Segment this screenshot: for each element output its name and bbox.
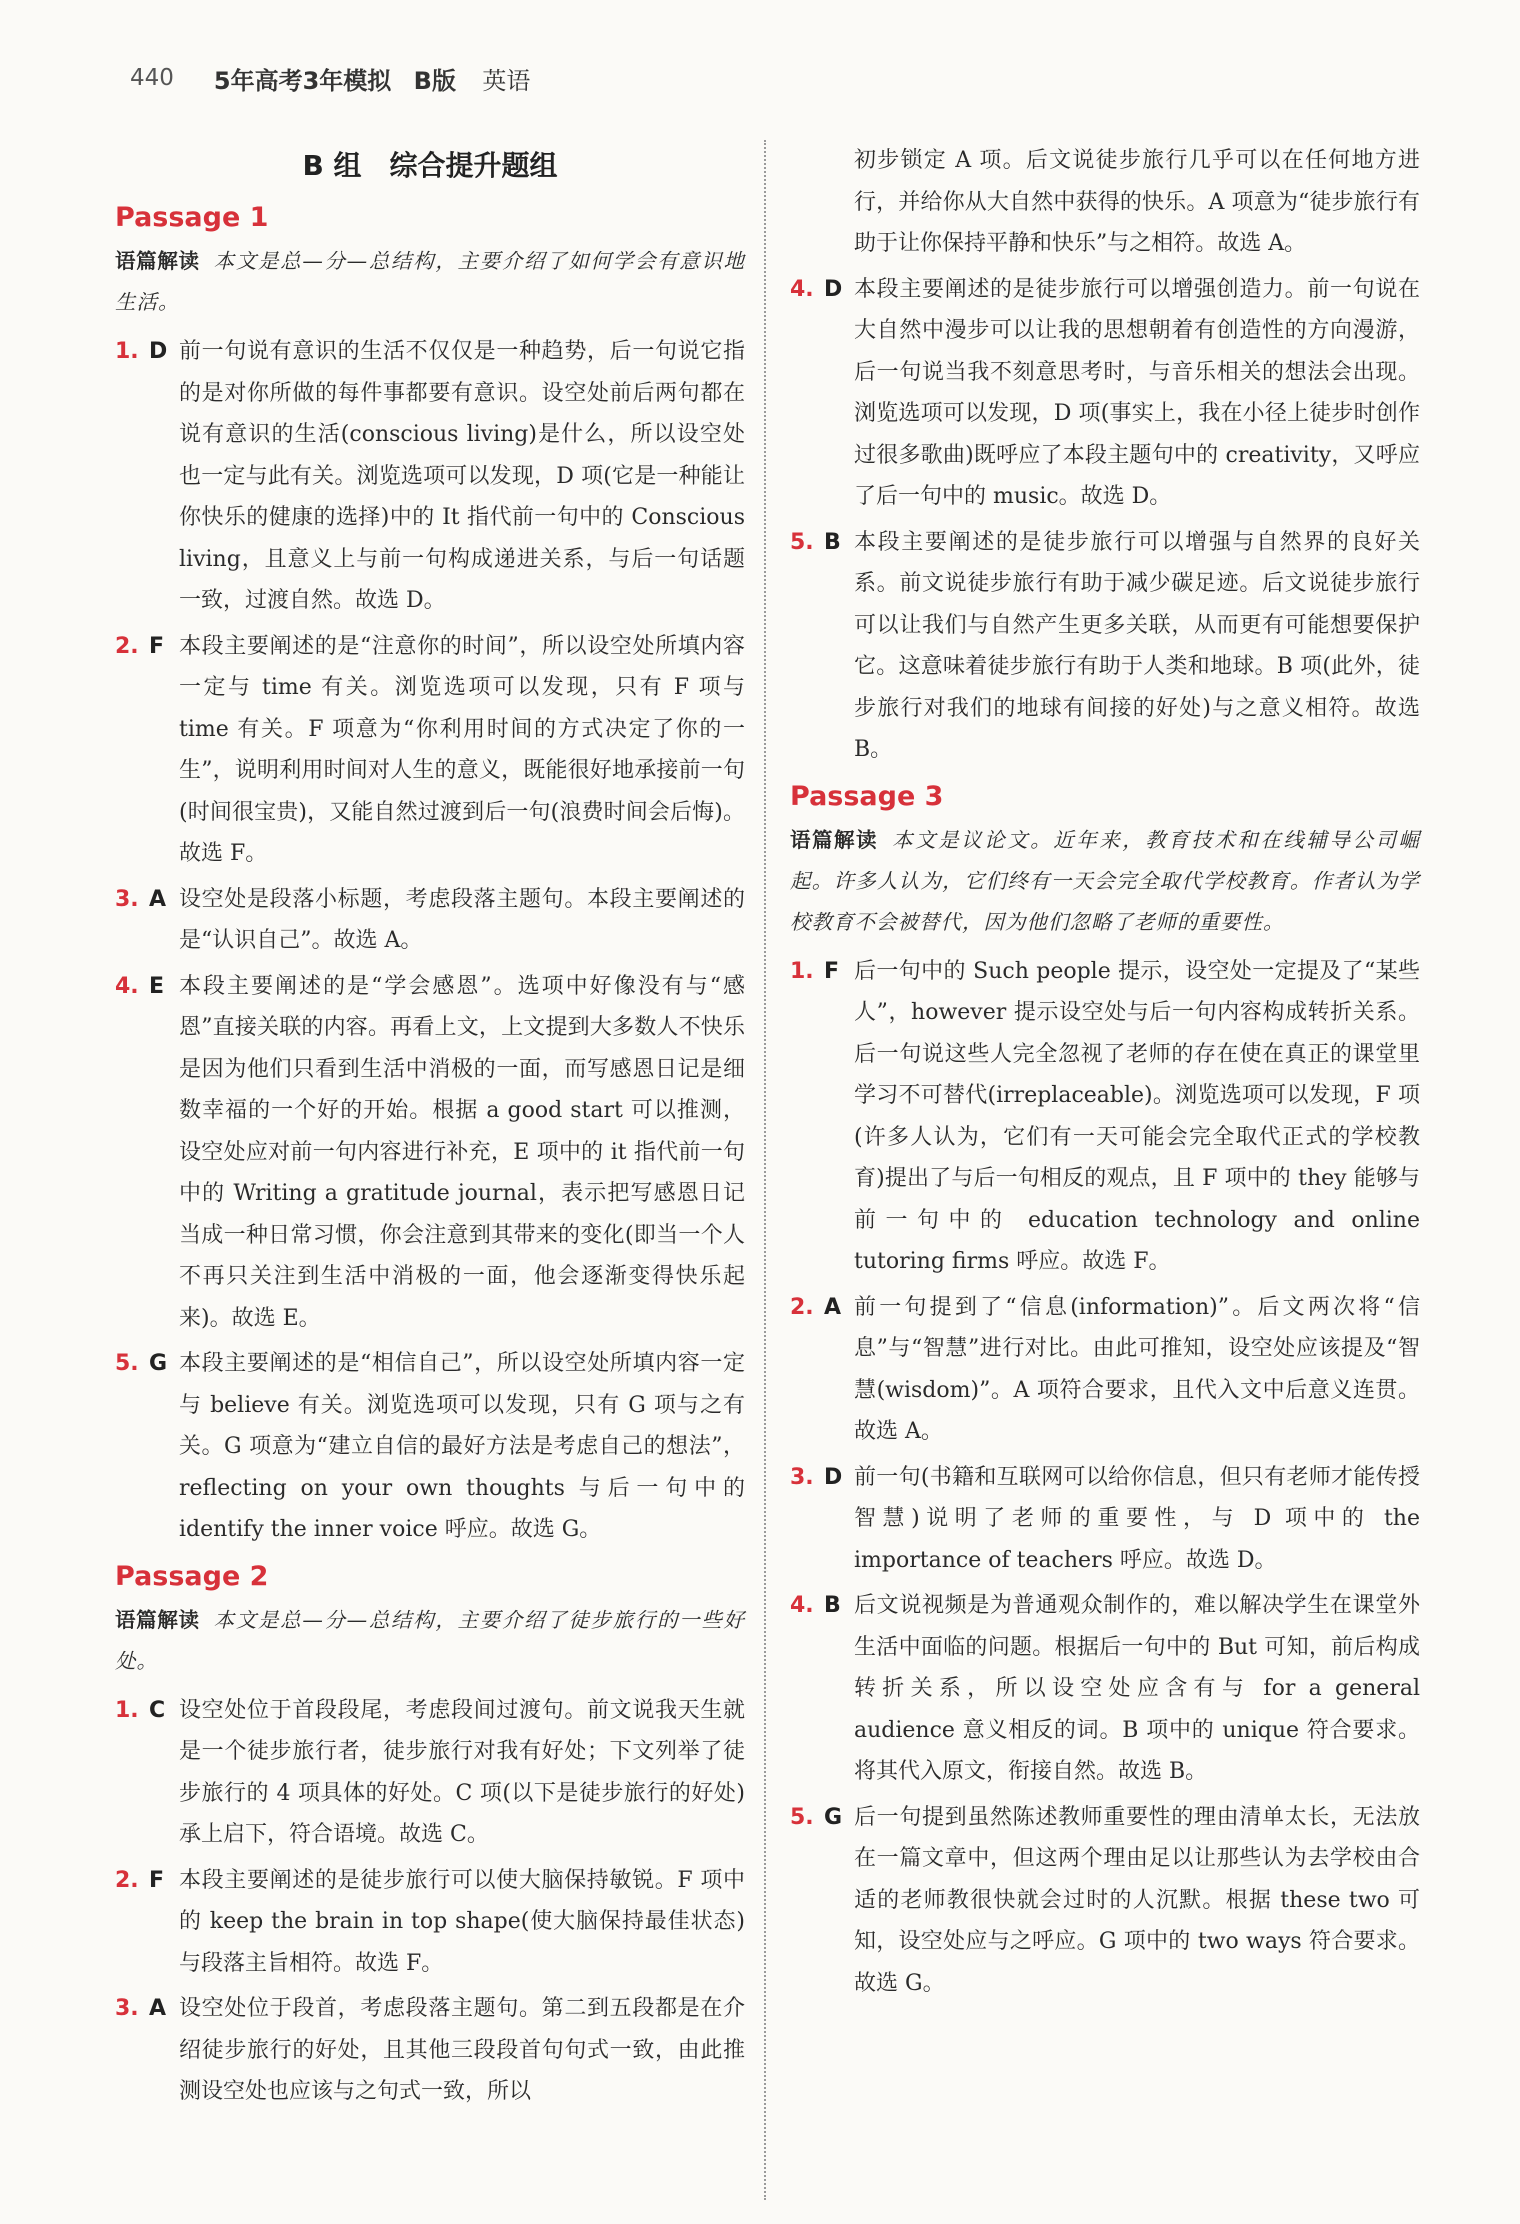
item-explanation: 设空处位于段首，考虑段落主题句。第二到五段都是在介绍徒步旅行的好处，且其他三段段首句句式一致，由此推测设空处也应该与之句式一致，所以: [179, 1996, 745, 2104]
item-answer: E: [149, 973, 165, 999]
item-answer: C: [149, 1697, 166, 1723]
item-explanation: 前一句(书籍和互联网可以给你信息，但只有老师才能传授智慧)说明了老师的重要性，与 D 项中的 the importance of teachers 呼应。故选 D。: [854, 1464, 1420, 1573]
item-number: 3.: [790, 1464, 814, 1490]
item-number: 1.: [115, 1697, 139, 1723]
item-explanation: 设空处位于首段段尾，考虑段间过渡句。前文说我天生就是一个徒步旅行者，徒步旅行对我有好处；下文列举了徒步旅行的 4 项具体的好处。C 项(以下是徒步旅行的好处)承上启下，符合语境。故选 C。: [179, 1697, 745, 1847]
answer-item: [790, 1457, 1420, 1582]
intro-text: 本文是总—分—总结构，主要介绍了徒步旅行的一些好处。: [115, 1607, 746, 1673]
item-number: 2.: [115, 633, 139, 659]
item-explanation: 本段主要阐述的是徒步旅行可以增强创造力。前一句说在大自然中漫步可以让我的思想朝着有创造性的方向漫游，后一句说当我不刻意思考时，与音乐相关的想法会出现。浏览选项可以发现，D 项(事实上，我在小径上徒步时创作过很多歌曲)既呼应了本段主题句中的 creativity，又呼应了后一句中的 music。故选 D。: [854, 276, 1420, 509]
item-answer: F: [824, 958, 840, 984]
subject-label: 英语: [482, 66, 531, 95]
passage-title: Passage 1: [115, 202, 269, 233]
passage-intro: [115, 241, 745, 323]
answer-item: [790, 522, 1420, 771]
item-number: 5.: [790, 1804, 814, 1830]
answer-item: [115, 966, 745, 1340]
item-number: 2.: [790, 1294, 814, 1320]
item-explanation: 本段主要阐述的是徒步旅行可以增强与自然界的良好关系。前文说徒步旅行有助于减少碳足迹。后文说徒步旅行可以让我们与自然产生更多关联，从而更有可能想要保护它。这意味着徒步旅行有助于人类和地球。B 项(此外，徒步旅行对我们的地球有间接的好处)与之意义相符。故选 B。: [854, 529, 1420, 762]
item-answer: B: [824, 529, 841, 555]
answer-item: [790, 1585, 1420, 1793]
passage-title: Passage 3: [790, 780, 944, 812]
item-answer: A: [824, 1294, 842, 1320]
item-number: 5.: [115, 1351, 139, 1376]
item-explanation: 后一句提到虽然陈述教师重要性的理由清单太长，无法放在一篇文章中，但这两个理由足以让那些认为去学校由合适的老师教很快就会过时的人沉默。根据 these two 可知，设空处应与之呼应。G 项中的 two ways 符合要求。故选 G。: [854, 1804, 1420, 1996]
item-number: 3.: [115, 1996, 139, 2021]
item-answer: F: [149, 633, 165, 659]
item-number: 2.: [115, 1867, 139, 1893]
item-answer: A: [149, 886, 167, 912]
answer-item: [115, 331, 745, 622]
item-number: 1.: [790, 958, 814, 984]
book-title: 5年高考3年模拟: [213, 66, 392, 95]
item-explanation: 设空处是段落小标题，考虑段落主题句。本段主要阐述的是“认识自己”。故选 A。: [179, 886, 745, 953]
intro-label: 语篇解读: [115, 249, 200, 273]
item-explanation: 前一句说有意识的生活不仅仅是一种趋势，后一句说它指的是对你所做的每件事都要有意识。设空处前后两句都在说有意识的生活(conscious living)是什么，所以设空处也一定与此有关。浏览选项可以发现，D 项(它是一种能让你快乐的健康的选择)中的 It 指代前一句中的 Conscious living，且意义上与前一句构成递进关系，与后一句话题一致，过渡自然。故选 D。: [179, 339, 745, 613]
answer-item: [790, 1287, 1420, 1453]
right-column: [790, 140, 1420, 2008]
passage-intro: [790, 820, 1420, 943]
item-answer: D: [824, 1464, 843, 1490]
item-explanation: 本段主要阐述的是“注意你的时间”，所以设空处所填内容一定与 time 有关。浏览选项可以发现，只有 F 项与 time 有关。F 项意为“你利用时间的方式决定了你的一生”，说明利用时间对人生的意义，既能很好地承接前一句(时间很宝贵)，又能自然过渡到后一句(浪费时间会后悔)。故选 F。: [179, 633, 745, 866]
answer-item: [115, 1988, 745, 2113]
item-answer: G: [149, 1351, 168, 1376]
left-column: [115, 140, 745, 2117]
item-explanation: 前一句提到了“信息(information)”。后文两次将“信息”与“智慧”进行对比。由此可推知，设空处应该提及“智慧(wisdom)”。A 项符合要求，且代入文中后意义连贯。故选 A。: [854, 1294, 1420, 1444]
item-answer: D: [824, 276, 843, 302]
answer-continuation: [790, 140, 1420, 265]
page-header: [130, 58, 530, 98]
item-answer: G: [824, 1804, 843, 1830]
item-explanation: 后一句中的 Such people 提示，设空处一定提及了“某些人”，however 提示设空处与后一句内容构成转折关系。后一句说这些人完全忽视了老师的存在使在真正的课堂里学习不可替代(irreplaceable)。浏览选项可以发现，F 项(许多人认为，它们有一天可能会完全取代正式的学校教育)提出了与后一句相反的观点，且 F 项中的 they 能够与前一句中的 education technology and online tutoring firms 呼应。故选 F。: [854, 958, 1420, 1274]
page-number: 440: [130, 65, 174, 91]
item-number: 1.: [115, 339, 139, 364]
item-explanation: 本段主要阐述的是“相信自己”，所以设空处所填内容一定与 believe 有关。浏览选项可以发现，只有 G 项与之有关。G 项意为“建立自信的最好方法是考虑自己的想法”，reflecting on your own thoughts 与后一句中的 identify the inner voice 呼应。故选 G。: [179, 1351, 745, 1542]
answer-item: [790, 951, 1420, 1283]
item-number: 4.: [790, 276, 814, 302]
item-explanation: 初步锁定 A 项。后文说徒步旅行几乎可以在任何地方进行，并给你从大自然中获得的快乐。A 项意为“徒步旅行有助于让你保持平静和快乐”与之相符。故选 A。: [854, 148, 1420, 256]
answer-item: [115, 879, 745, 962]
intro-text: 本文是议论文。近年来，教育技术和在线辅导公司崛起。许多人认为，它们终有一天会完全取代学校教育。作者认为学校教育不会被替代，因为他们忽略了老师的重要性。: [790, 827, 1420, 934]
item-explanation: 后文说视频是为普通观众制作的，难以解决学生在课堂外生活中面临的问题。根据后一句中的 But 可知，前后构成转折关系，所以设空处应含有与 for a general audience 意义相反的词。B 项中的 unique 符合要求。将其代入原文，衔接自然。故选 B。: [854, 1593, 1420, 1784]
item-answer: D: [149, 339, 168, 364]
answer-item: [115, 1690, 745, 1856]
item-answer: F: [149, 1867, 165, 1893]
item-number: 4.: [115, 973, 139, 999]
item-explanation: 本段主要阐述的是徒步旅行可以使大脑保持敏锐。F 项中的 keep the brain in top shape(使大脑保持最佳状态)与段落主旨相符。故选 F。: [179, 1867, 745, 1976]
answer-item: [115, 1343, 745, 1551]
item-explanation: 本段主要阐述的是“学会感恩”。选项中好像没有与“感恩”直接关联的内容。再看上文，上文提到大多数人不快乐是因为他们只看到生活中消极的一面，而写感恩日记是细数幸福的一个好的开始。根据 a good start 可以推测，设空处应对前一句内容进行补充，E 项中的 it 指代前一句中的 Writing a gratitude journal，表示把写感恩日记当成一种日常习惯，你会注意到其带来的变化(即当一个人不再只关注到生活中消极的一面，他会逐渐变得快乐起来)。故选 E。: [179, 973, 745, 1331]
answer-item: [115, 1860, 745, 1985]
intro-text: 本文是总—分—总结构，主要介绍了如何学会有意识地生活。: [115, 249, 746, 314]
answer-item: [115, 626, 745, 875]
passage-intro: [115, 1600, 745, 1682]
intro-label: 语篇解读: [115, 1607, 200, 1632]
answer-item: [790, 1797, 1420, 2005]
item-number: 3.: [115, 886, 139, 912]
item-answer: A: [149, 1996, 167, 2021]
intro-label: 语篇解读: [790, 827, 879, 852]
book-version: B版: [413, 66, 456, 95]
answer-item: [790, 269, 1420, 518]
column-divider: [764, 140, 766, 2200]
item-number: 4.: [790, 1593, 814, 1618]
group-title: B 组 综合提升题组: [302, 149, 558, 182]
passage-title: Passage 2: [115, 1560, 269, 1592]
item-answer: B: [824, 1593, 841, 1618]
item-number: 5.: [790, 529, 814, 555]
